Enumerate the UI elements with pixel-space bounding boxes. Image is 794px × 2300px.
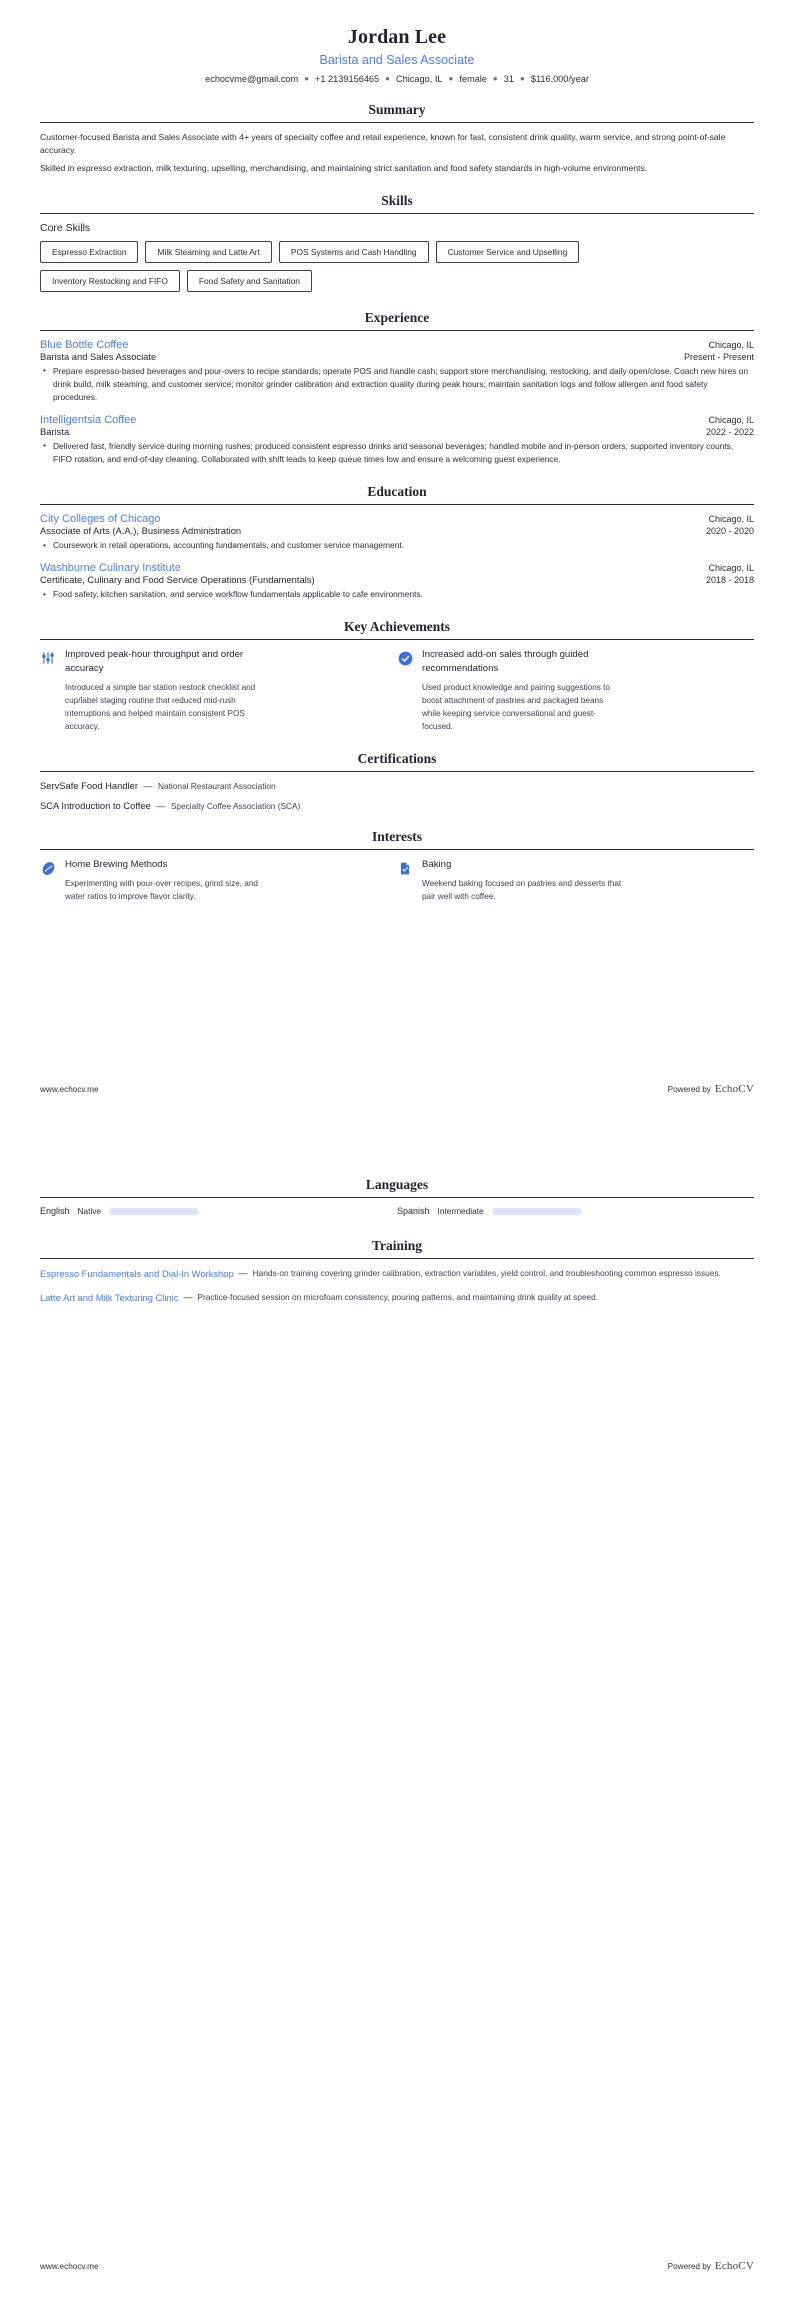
section-training [40,1238,754,1304]
section-education [40,484,754,601]
section-interests [40,829,754,903]
experience-entry [40,414,754,466]
language-item [397,1206,754,1216]
contact-phone: +1 2139156465 [315,74,380,84]
section-divider [40,771,754,772]
training-separator: — [183,1292,193,1303]
skill-chip-row [40,241,754,263]
footer-powered-label: Powered by [667,2262,711,2271]
language-level: Native [77,1206,102,1216]
section-divider [40,1197,754,1198]
footer-powered-by [668,1083,754,1095]
contact-email: echocvme@gmail.com [205,74,299,84]
section-divider [40,849,754,850]
language-proficiency-bar [492,1208,582,1215]
language-row [40,1206,754,1216]
contact-separator-icon: ● [519,74,525,83]
certification-issuer: National Restaurant Association [158,781,276,792]
skill-chip-row [40,270,754,292]
page-footer [40,1083,754,1095]
interest-grid [40,858,754,903]
experience-bullet: • Prepare espresso-based beverages and pour-overs to recipe standards; operate POS and handle cash; support store merchandising, restocking, and daily open/close. Coach new hires on drink build, milk steaming, and customer service; monitor grinder calibration and extraction quality during peak hours; maintain sanitation logs and follow allergen and food safety procedures. [53,365,754,404]
footer-brand: EchoCV [714,2260,754,2272]
certification-row [40,800,754,811]
summary-paragraph: Customer-focused Barista and Sales Associate with 4+ years of specialty coffee and retail experience, known for fast, consistent drink quality, warm service, and strong point-of-sale accuracy. [40,132,726,156]
experience-role: Barista and Sales Associate [40,350,157,362]
section-languages [40,1177,754,1216]
sliders-icon [40,650,56,666]
experience-location: Chicago, IL [708,339,754,350]
interest-body [65,858,367,903]
language-level: Intermediate [437,1206,484,1216]
interest-description: Weekend baking focused on pastries and desserts that pair well with coffee. [422,879,622,902]
footer-url[interactable]: www.echocv.me [40,1084,99,1094]
training-row [40,1267,754,1280]
section-experience [40,310,754,466]
education-entry [40,562,754,601]
entry-subheader-row [40,574,754,585]
certification-separator: — [156,801,166,812]
footer-url[interactable]: www.echocv.me [40,2261,99,2271]
entry-header-row [40,339,754,351]
education-dates: 2018 - 2018 [705,575,754,586]
experience-organization[interactable]: Blue Bottle Coffee [40,338,129,351]
language-name: English [40,1206,70,1216]
achievement-title: Improved peak-hour throughput and order accuracy [65,649,244,674]
footer-powered-by [668,2260,754,2272]
section-heading-key-achievements: Key Achievements [343,619,451,635]
interest-card [40,858,397,903]
contact-age: 31 [503,74,514,84]
training-name[interactable]: Espresso Fundamentals and Dial-In Workshop [40,1267,234,1279]
skill-chip: Food Safety and Sanitation [187,270,312,292]
summary-paragraph: Skilled in espresso extraction, milk texturing, upselling, merchandising, and maintaining strict sanitation and food safety standards in high-volume environments. [40,162,648,173]
experience-role: Barista [40,425,70,437]
education-bullet-list [40,539,754,552]
education-bullet-list [40,588,754,601]
skill-chip: POS Systems and Cash Handling [279,241,429,263]
experience-dates: Present - Present [683,351,754,362]
education-bullet: • Coursework in retail operations, accounting fundamentals, and customer service management. [53,539,754,552]
interest-body [422,858,724,903]
certification-issuer: Specialty Coffee Association (SCA) [170,801,301,812]
section-heading-skills: Skills [381,192,413,208]
training-name[interactable]: Latte Art and Milk Texturing Clinic [40,1291,179,1303]
education-degree: Certificate, Culinary and Food Service Operations (Fundamentals) [40,574,315,586]
contact-separator-icon: ● [385,74,390,83]
resume-page-1 [0,0,794,1123]
section-divider [40,122,754,123]
achievement-title: Increased add-on sales through guided recommendations [422,649,589,674]
check-circle-icon [397,650,413,666]
skill-chip: Inventory Restocking and FIFO [40,270,180,292]
section-heading-summary: Summary [368,102,426,117]
section-heading-experience: Experience [364,309,430,325]
education-degree: Associate of Arts (A.A.), Business Administration [40,525,242,537]
entry-subheader-row [40,426,754,437]
training-separator: — [238,1268,248,1279]
certification-name: ServSafe Food Handler [40,780,138,792]
achievement-description: Used product knowledge and pairing suggestions to boost attachment of pastries and packaged beans while keeping service conversational and guest-focused. [422,682,610,732]
training-description: Practice-focused session on microfoam consistency, pouring patterns, and maintaining drink quality at speed. [197,1291,599,1302]
training-description: Hands-on training covering grinder calibration, extraction variables, yield control, and troubleshooting common espresso issues. [252,1268,721,1278]
footer-brand: EchoCV [714,1083,754,1095]
experience-location: Chicago, IL [708,414,754,425]
skill-chip: Milk Steaming and Latte Art [145,241,271,263]
page-footer [40,2260,754,2272]
interest-title: Baking [422,859,452,871]
achievement-card [40,648,397,733]
entry-header-row [40,513,754,525]
language-name: Spanish [397,1206,430,1216]
section-heading-education: Education [367,484,427,500]
language-item [40,1206,397,1216]
contact-line [40,74,754,84]
certification-name: SCA Introduction to Coffee [40,800,151,812]
section-divider [40,330,754,331]
certification-separator: — [143,781,153,792]
section-divider [40,213,754,214]
entry-subheader-row [40,525,754,536]
contact-separator-icon: ● [492,74,498,83]
experience-bullet: • Delivered fast, friendly service during morning rushes; produced consistent espresso drinks and seasonal beverages; handled mobile and in-person orders; supported inventory counts, FIFO rotation, and end-of-day cleaning. Collaborated with shift leads to keep queue times low and ensure a welcoming guest experience. [53,440,754,466]
section-heading-training: Training [371,1238,422,1253]
resume-header [40,0,754,84]
education-institution[interactable]: City Colleges of Chicago [40,513,161,526]
experience-dates: 2022 - 2022 [705,426,754,437]
document-check-icon [397,860,413,876]
section-heading-certifications: Certifications [357,751,437,767]
training-row [40,1291,754,1304]
section-certifications [40,751,754,811]
education-dates: 2020 - 2020 [705,526,754,537]
contact-separator-icon: ● [448,74,454,83]
achievement-grid [40,648,754,733]
achievement-body [422,648,724,733]
contact-location: Chicago, IL [396,74,443,84]
section-heading-interests: Interests [372,829,422,845]
section-heading-languages: Languages [365,1177,429,1192]
section-skills [40,193,754,292]
achievement-body [65,648,367,733]
education-location: Chicago, IL [708,514,754,525]
footer-powered-label: Powered by [667,1085,711,1094]
experience-bullet-list [40,365,754,404]
experience-bullet-list [40,440,754,466]
experience-organization[interactable]: Intelligentsia Coffee [40,413,137,426]
certification-row [40,780,754,791]
language-proficiency-bar [109,1208,199,1215]
professional-headline: Barista and Sales Associate [319,53,475,67]
coffee-bean-icon [40,860,56,876]
skill-chip: Customer Service and Upselling [436,241,580,263]
contact-salary: $116,000/year [530,74,589,84]
interest-title: Home Brewing Methods [65,859,168,871]
section-divider [40,639,754,640]
interest-card [397,858,754,903]
education-location: Chicago, IL [708,563,754,574]
education-bullet: • Food safety, kitchen sanitation, and service workflow fundamentals applicable to cafe environments. [53,588,754,601]
experience-entry [40,339,754,404]
page-title: Jordan Lee [347,26,447,48]
entry-subheader-row [40,351,754,362]
resume-page-2 [0,1177,794,2300]
education-entry [40,513,754,552]
skill-chip: Espresso Extraction [40,241,138,263]
section-key-achievements [40,619,754,733]
education-institution[interactable]: Washburne Culinary Institute [40,562,181,575]
achievement-description: Introduced a simple bar station restock checklist and cup/label staging routine that reduced mid-rush interruptions and helped maintain consistent POS accuracy. [65,682,256,732]
entry-header-row [40,414,754,426]
entry-header-row [40,562,754,574]
section-summary [40,102,754,175]
section-divider [40,504,754,505]
achievement-card [397,648,754,733]
section-divider [40,1258,754,1259]
contact-separator-icon: ● [304,74,310,83]
skills-group-label: Core Skills [40,221,91,234]
interest-description: Experimenting with pour-over recipes, grind size, and water ratios to improve flavor clarity. [65,879,258,902]
contact-gender: female [459,74,487,84]
